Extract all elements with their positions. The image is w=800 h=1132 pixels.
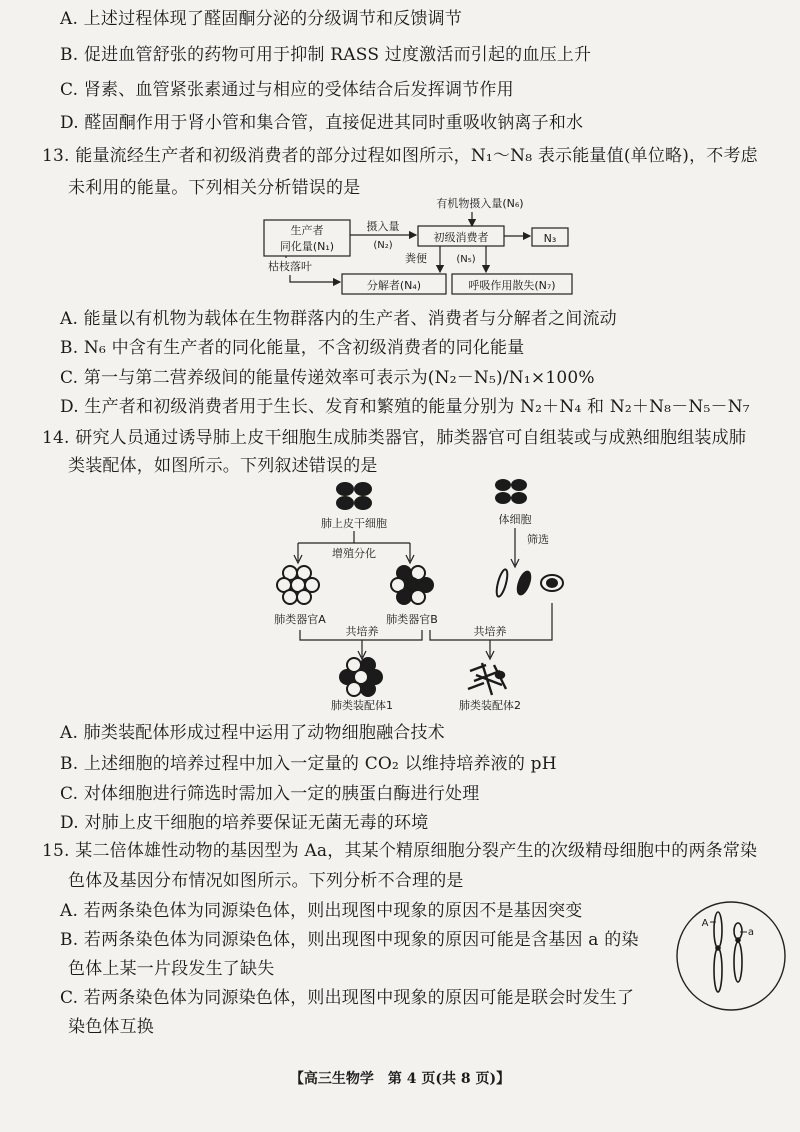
q15-option-b-line1: B. 若两条染色体为同源染色体，则出现图中现象的原因可能是含基因 a 的染: [60, 930, 639, 950]
respiration-label: 呼吸作用散失(N₇): [468, 279, 556, 292]
intake-label: 摄入量: [366, 220, 400, 233]
energy-flow-diagram: [250, 190, 790, 305]
chromosome-1: [714, 912, 722, 992]
assembly-2-icon: [468, 663, 506, 695]
screen-label: 筛选: [527, 533, 549, 546]
body-cell-cluster: [495, 479, 527, 504]
body-cell-label: 体细胞: [498, 513, 532, 526]
q15-stem-line2: 色体及基因分布情况如图所示。下列分析不合理的是: [68, 871, 464, 891]
feces-label: 粪便: [405, 252, 427, 265]
page-footer: 【高三生物学 第 4 页(共 8 页)】: [289, 1071, 511, 1087]
q13-stem-line2: 未利用的能量。下列相关分析错误的是: [68, 178, 361, 198]
q13-option-b: B. N₆ 中含有生产者的同化能量，不含初级消费者的同化能量: [60, 338, 525, 358]
feces-n5-label: (N₅): [456, 254, 476, 265]
q12-option-c: C. 肾素、血管紧张素通过与相应的受体结合后发挥调节作用: [60, 80, 514, 100]
assembly-1-label: 肺类装配体1: [331, 699, 393, 712]
coculture-2-label: 共培养: [473, 625, 507, 638]
primary-consumer-label: 初级消费者: [433, 231, 489, 244]
organoid-b-icon: [391, 566, 433, 604]
q15-stem-line1: 15. 某二倍体雄性动物的基因型为 Aa，其某个精原细胞分裂产生的次级精母细胞中的两条常染: [42, 841, 758, 861]
q13-option-d: D. 生产者和初级消费者用于生长、发育和繁殖的能量分别为 N₂＋N₄ 和 N₂＋N₈－N₅－N₇: [60, 397, 750, 417]
q14-option-c: C. 对体细胞进行筛选时需加入一定的胰蛋白酶进行处理: [60, 784, 480, 804]
q15-option-b-line2: 色体上某一片段发生了缺失: [68, 959, 275, 979]
producer-label: 生产者: [290, 224, 324, 237]
q14-stem-line2: 类装配体，如图所示。下列叙述错误的是: [68, 456, 378, 476]
decomposer-label: 分解者(N₄): [366, 279, 422, 292]
q12-option-d: D. 醛固酮作用于肾小管和集合管，直接促进其同时重吸收钠离子和水: [60, 113, 584, 133]
q15-option-a: A. 若两条染色体为同源染色体，则出现图中现象的原因不是基因突变: [60, 901, 583, 921]
mature-cells-icon: [495, 568, 563, 597]
stem-cell-label: 肺上皮干细胞: [321, 517, 387, 530]
lung-organoid-diagram: [270, 475, 590, 715]
q14-option-d: D. 对肺上皮干细胞的培养要保证无菌无毒的环境: [60, 813, 429, 833]
proliferate-label: 增殖分化: [332, 547, 376, 560]
stem-cell-cluster: [336, 482, 372, 510]
chromosome-figure: [672, 900, 790, 1012]
coculture-1-label: 共培养: [345, 625, 379, 638]
gene-a-lower-label: a: [747, 927, 755, 938]
q13-option-c: C. 第一与第二营养级间的能量传递效率可表示为(N₂－N₅)/N₁×100%: [60, 368, 595, 388]
litter-label: 枯枝落叶: [268, 260, 312, 273]
q12-option-a: A. 上述过程体现了醛固酮分泌的分级调节和反馈调节: [60, 9, 463, 29]
organic-intake-label: 有机物摄入量(N₆): [436, 197, 524, 210]
q14-stem-line1: 14. 研究人员通过诱导肺上皮干细胞生成肺类器官，肺类器官可自组装或与成熟细胞组装成肺: [42, 428, 747, 448]
organoid-b-label: 肺类器官B: [386, 613, 438, 626]
assembly-2-label: 肺类装配体2: [459, 699, 521, 712]
q14-option-a: A. 肺类装配体形成过程中运用了动物细胞融合技术: [60, 723, 445, 743]
intake-n2-label: (N₂): [373, 240, 393, 251]
q15-option-c-line1: C. 若两条染色体为同源染色体，则出现图中现象的原因可能是联会时发生了: [60, 988, 635, 1008]
q14-option-b: B. 上述细胞的培养过程中加入一定量的 CO₂ 以维持培养液的 pH: [60, 754, 557, 774]
organoid-a-label: 肺类器官A: [274, 613, 326, 626]
q13-option-a: A. 能量以有机物为载体在生物群落内的生产者、消费者与分解者之间流动: [60, 309, 617, 329]
gene-a-upper-label: A: [701, 918, 709, 929]
q15-option-c-line2: 染色体互换: [68, 1017, 154, 1037]
q12-option-b: B. 促进血管舒张的药物可用于抑制 RASS 过度激活而引起的血压上升: [60, 45, 592, 65]
assembly-1-icon: [340, 658, 382, 696]
organoid-a-icon: [277, 566, 319, 604]
n3-label: N₃: [543, 232, 557, 245]
q13-stem-line1: 13. 能量流经生产者和初级消费者的部分过程如图所示，N₁～N₈ 表示能量值(单位略)，不考虑: [42, 146, 758, 166]
producer-n1-label: 同化量(N₁): [279, 240, 335, 253]
